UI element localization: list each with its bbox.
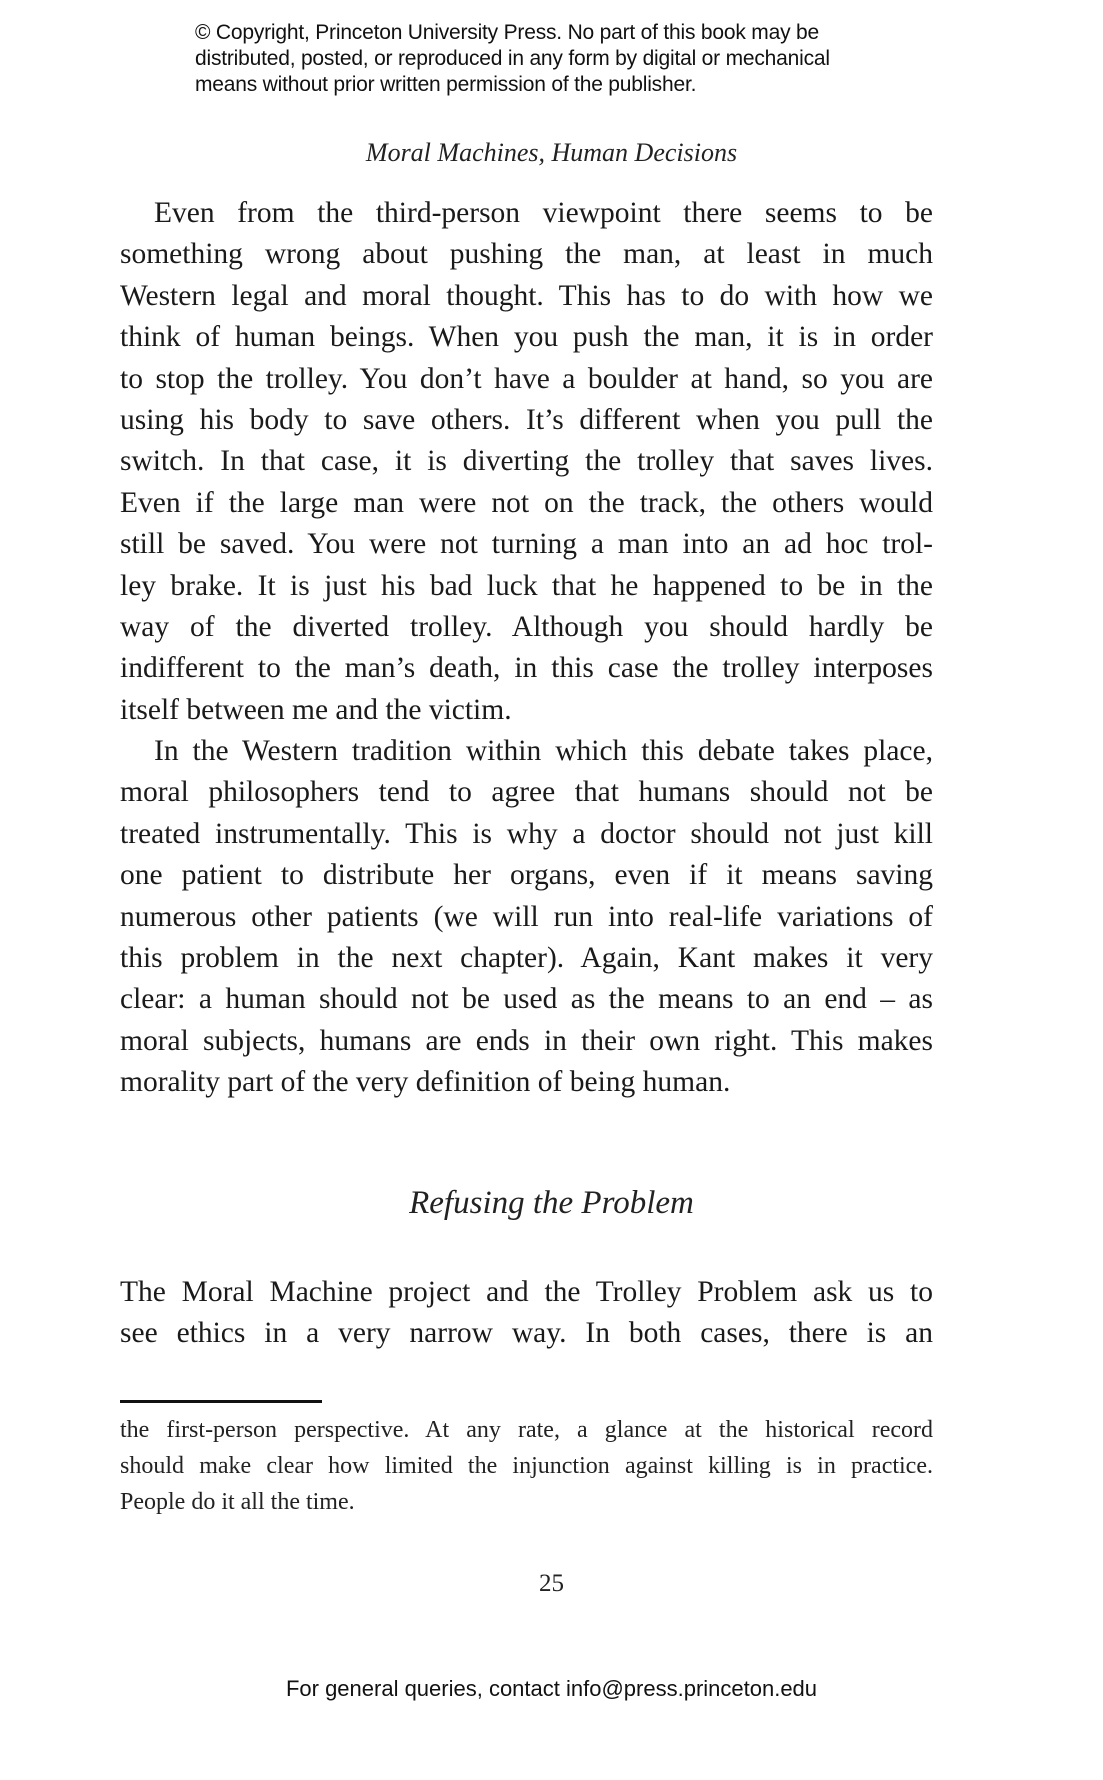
text-line: something wrong about pushing the man, at least in much: [120, 238, 933, 271]
paragraph-3: [120, 1272, 933, 1355]
text-line: to stop the trolley. You don’t have a boulder at hand, so you are: [120, 362, 933, 395]
text-line: morality part of the very definition of being human.: [120, 1066, 731, 1099]
section-heading: Refusing the Problem: [409, 1185, 694, 1221]
text-line: numerous other patients (we will run into real-life variations of: [120, 900, 933, 933]
text-line: clear: a human should not be used as the means to an end – as: [120, 983, 933, 1016]
paragraph-2: [120, 731, 933, 1104]
text-line: switch. In that case, it is diverting the trolley that saves lives.: [120, 445, 933, 478]
text-line: The Moral Machine project and the Trolley Problem ask us to: [120, 1276, 933, 1308]
text-line: In the Western tradition within which this debate takes place,: [154, 735, 933, 767]
text-line: treated instrumentally. This is why a doctor should not just kill: [120, 817, 933, 850]
text-line: one patient to distribute her organs, even if it means saving: [120, 859, 933, 892]
contact-line: For general queries, contact info@press.princeton.edu: [285, 1676, 818, 1701]
text-line: should make clear how limited the injunction against killing is in practice.: [120, 1453, 933, 1479]
text-line: think of human beings. When you push the man, it is in order: [120, 321, 933, 354]
text-line: moral subjects, humans are ends in their own right. This makes: [120, 1024, 933, 1057]
text-line: People do it all the time.: [120, 1489, 355, 1515]
copyright-line: distributed, posted, or reproduced in any form by digital or mechanical: [195, 47, 830, 70]
text-line: way of the diverted trolley. Although you should hardly be: [120, 610, 933, 643]
text-line: the first-person perspective. At any rate, a glance at the historical record: [120, 1417, 933, 1443]
text-line: moral philosophers tend to agree that humans should not be: [120, 776, 933, 809]
text-line: see ethics in a very narrow way. In both cases, there is an: [120, 1317, 933, 1350]
footnote-rule: [120, 1400, 322, 1403]
text-line: ley brake. It is just his bad luck that he happened to be in the: [120, 569, 933, 602]
page-number: 25: [539, 1570, 564, 1597]
text-line: Even from the third-person viewpoint there seems to be: [154, 197, 933, 229]
text-line: itself between me and the victim.: [120, 693, 512, 726]
running-head: Moral Machines, Human Decisions: [365, 138, 738, 167]
text-line: indifferent to the man’s death, in this case the trolley interposes: [120, 652, 933, 685]
text-line: Western legal and moral thought. This has to do with how we: [120, 279, 933, 312]
text-line: using his body to save others. It’s different when you pull the: [120, 403, 933, 436]
footnote: [120, 1412, 933, 1520]
copyright-line: means without prior written permission of the publisher.: [195, 73, 697, 96]
text-line: still be saved. You were not turning a man into an ad hoc trol-: [120, 528, 933, 561]
copyright-line: © Copyright, Princeton University Press. No part of this book may be: [195, 21, 819, 44]
text-line: Even if the large man were not on the track, the others would: [120, 486, 933, 519]
paragraph-1: [120, 193, 933, 731]
copyright-notice: [195, 20, 915, 98]
text-line: this problem in the next chapter). Again, Kant makes it very: [120, 941, 933, 974]
